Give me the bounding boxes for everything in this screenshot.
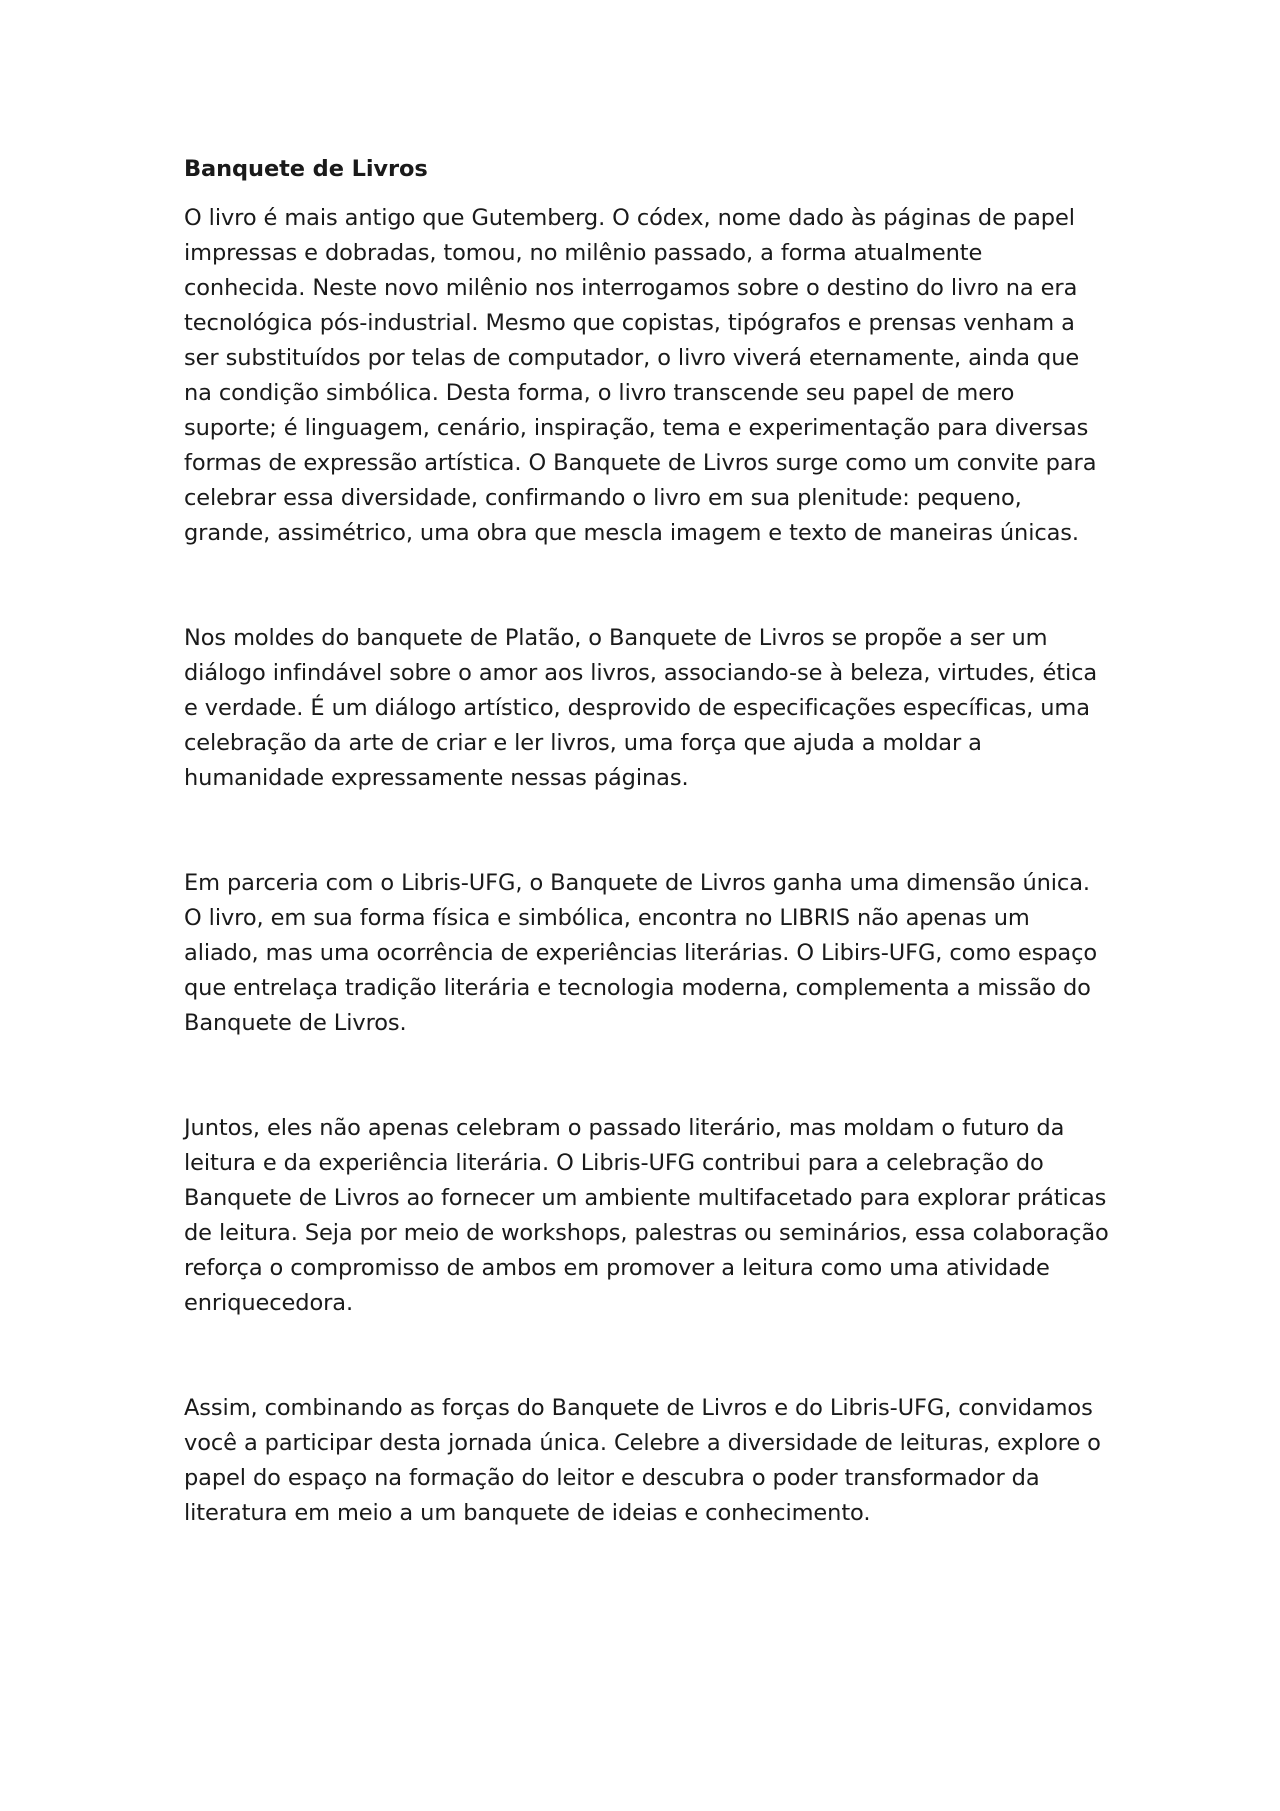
paragraph-intro: O livro é mais antigo que Gutemberg. O códex, nome dado às páginas de papel impressas e dobradas, tomou, no milênio passado, a forma atualmente conhecida. Neste novo milênio nos interrogamos sobre o destino do livro na era tecnológica pós-industrial. Mesmo que copistas, tipógrafos e prensas venham a ser substituídos por telas de computador, o livro viverá eternamente, ainda que na condição simbólica. Desta forma, o livro transcende seu papel de mero suporte; é linguagem, cenário, inspiração, tema e experimentação para diversas formas de expressão artística. O Banquete de Livros surge como um convite para celebrar essa diversidade, confirmando o livro em sua plenitude: pequeno, grande, assimétrico, uma obra que mescla imagem e texto de maneiras únicas.: [184, 205, 1097, 546]
paragraph-conclusao: Assim, combinando as forças do Banquete de Livros e do Libris-UFG, convidamos você a participar desta jornada única. Celebre a diversidade de leituras, explore o papel do espaço na formação do leitor e descubra o poder transformador da literatura em meio a um banquete de ideias e conhecimento.: [184, 1395, 1101, 1526]
paragraph-platao: Nos moldes do banquete de Platão, o Banquete de Livros se propõe a ser um diálogo infindável sobre o amor aos livros, associando-se à beleza, virtudes, ética e verdade. É um diálogo artístico, desprovido de especificações específicas, uma celebração da arte de criar e ler livros, uma força que ajuda a moldar a humanidade expressamente nessas páginas.: [184, 625, 1098, 791]
document-title: Banquete de Livros: [184, 156, 428, 182]
paragraph-parceria: Em parceria com o Libris-UFG, o Banquete de Livros ganha uma dimensão única. O livro, em sua forma física e simbólica, encontra no LIBRIS não apenas um aliado, mas uma ocorrência de experiências literárias. O Libirs-UFG, como espaço que entrelaça tradição literária e tecnologia moderna, complementa a missão do Banquete de Livros.: [184, 870, 1098, 1036]
document-body: [184, 152, 1109, 1601]
paragraph-juntos: Juntos, eles não apenas celebram o passado literário, mas moldam o futuro da leitura e da experiência literária. O Libris-UFG contribui para a celebração do Banquete de Livros ao fornecer um ambiente multifacetado para explorar práticas de leitura. Seja por meio de workshops, palestras ou seminários, essa colaboração reforça o compromisso de ambos em promover a leitura como uma atividade enriquecedora.: [184, 1115, 1109, 1316]
